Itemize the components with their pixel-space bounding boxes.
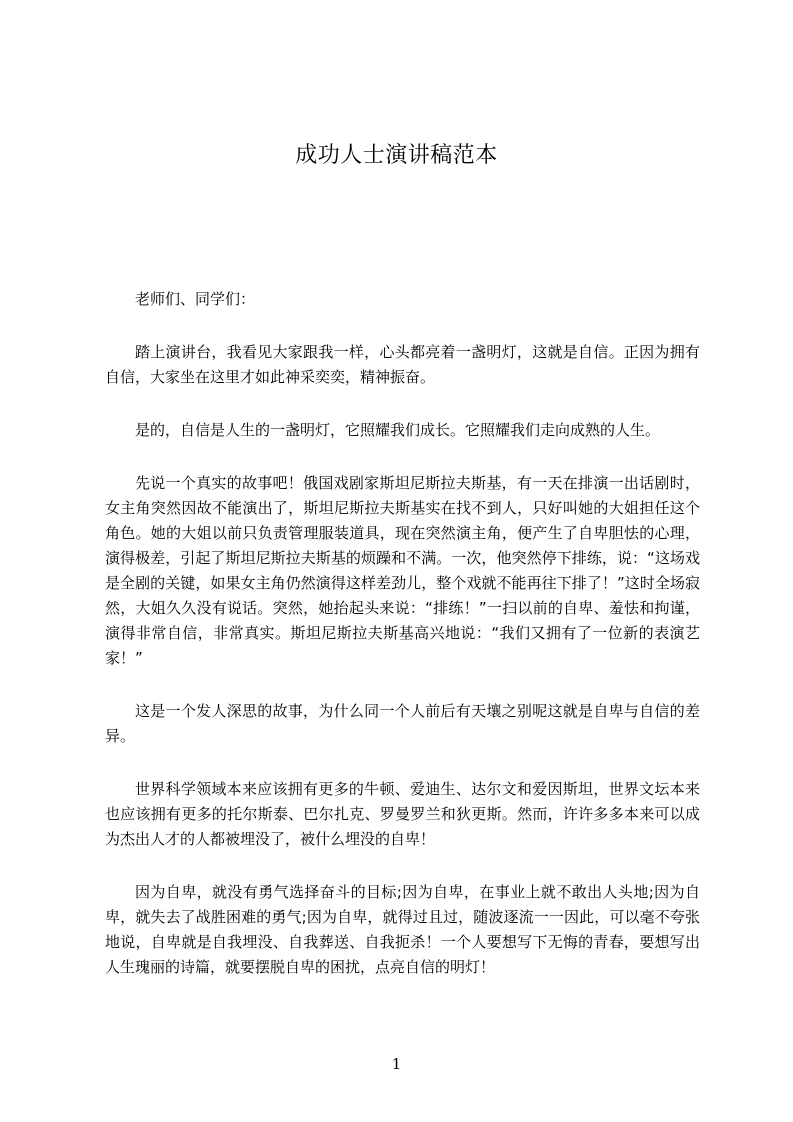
document-title: 成功人士演讲稿范本 — [295, 143, 498, 168]
paragraph-1: 踏上演讲台，我看见大家跟我一样，心头都亮着一盏明灯，这就是自信。正因为拥有自信，大家坐在这里才如此神采奕奕，精神振奋。 — [105, 343, 700, 386]
paragraph-6: 因为自卑，就没有勇气选择奋斗的目标;因为自卑，在事业上就不敢出人头地;因为自卑，就失去了战胜困难的勇气;因为自卑，就得过且过，随波逐流一一因此，可以毫不夸张地说，自卑就是自我埋没、自我葬送、自我扼杀！一个人要想写下无悔的青春，要想写出人生瑰丽的诗篇，就要摆脱自卑的困扰，点亮自信的明灯！ — [105, 883, 700, 976]
paragraph-salutation: 老师们、同学们： — [135, 290, 256, 308]
paragraph-3: 先说一个真实的故事吧！俄国戏剧家斯坦尼斯拉夫斯基，有一天在排演一出话剧时，女主角突然因故不能演出了，斯坦尼斯拉夫斯基实在找不到人，只好叫她的大姐担任这个角色。她的大姐以前只负责管理服装道具，现在突然演主角，便产生了自卑胆怯的心理，演得极差，引起了斯坦尼斯拉夫斯基的烦躁和不满。一次，他突然停下排练，说：“这场戏是全剧的关键，如果女主角仍然演得这样差劲儿，整个戏就不能再往下排了！”这时全场寂然，大姐久久没有说话。突然，她抬起头来说：“排练！”一扫以前的自卑、羞怯和拘谨，演得非常自信，非常真实。斯坦尼斯拉夫斯基高兴地说：“我们又拥有了一位新的表演艺家！” — [105, 474, 700, 667]
paragraph-4: 这是一个发人深思的故事，为什么同一个人前后有天壤之别呢这就是自卑与自信的差异。 — [105, 702, 700, 745]
document-body — [105, 287, 700, 1008]
paragraph-5: 世界科学领域本来应该拥有更多的牛顿、爱迪生、达尔文和爱因斯坦，世界文坛本来也应该拥有更多的托尔斯泰、巴尔扎克、罗曼罗兰和狄更斯。然而，许许多多本来可以成为杰出人才的人都被埋没了，被什么埋没的自卑！ — [105, 780, 700, 848]
paragraph-2: 是的，自信是人生的一盏明灯，它照耀我们成长。它照耀我们走向成熟的人生。 — [135, 421, 661, 439]
page-number: 1 — [391, 1055, 402, 1073]
